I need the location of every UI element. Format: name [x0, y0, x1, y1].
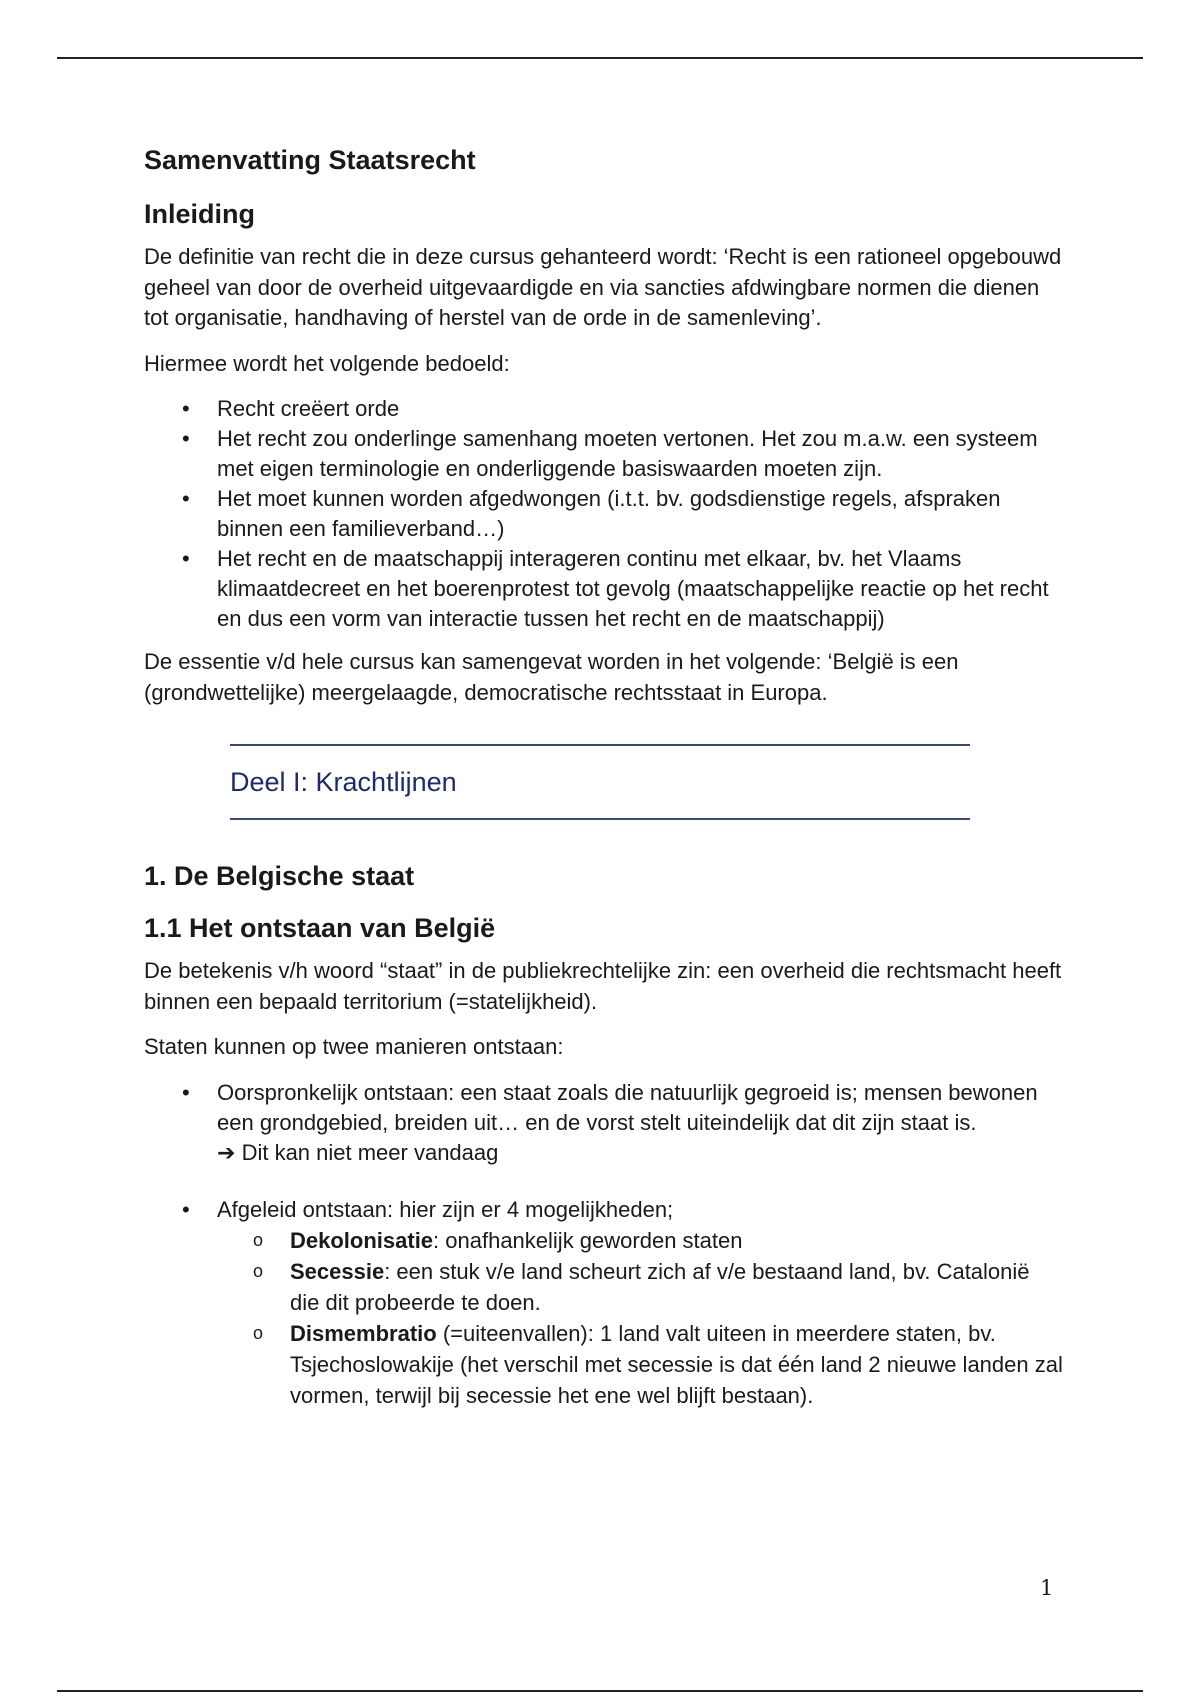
circle-bullet-icon: o [253, 1260, 264, 1281]
list-item [144, 484, 1064, 544]
list-item-text: Het recht zou onderlinge samenhang moeten vertonen. Het zou m.a.w. een systeem met eigen terminologie en onderliggende basiswaarden moeten zijn. [217, 426, 1038, 481]
heading-inleiding: Inleiding [144, 199, 255, 229]
list-item-text: Recht creëert orde [217, 396, 400, 421]
subsection-heading: 1.1 Het ontstaan van België [144, 913, 496, 943]
section-heading: 1. De Belgische staat [144, 861, 415, 891]
bullet-icon: • [182, 396, 190, 421]
document-body [144, 140, 1064, 1424]
list-item [144, 394, 1064, 424]
arrow-note-text: Dit kan niet meer vandaag [241, 1139, 499, 1165]
bullet-icon: • [182, 546, 190, 571]
sub-item-term: Secessie [290, 1258, 385, 1284]
sub-item-term: Dekolonisatie [290, 1227, 434, 1253]
bullet-icon: • [182, 1196, 190, 1222]
list-item [144, 424, 1064, 484]
list-item-text: Het moet kunnen worden afgedwongen (i.t.t. bv. godsdienstige regels, afspraken binnen een familieverband…) [217, 486, 1001, 541]
list-item-text: Het recht en de maatschappij interageren continu met elkaar, bv. het Vlaams klimaatdecreet en het boerenprotest tot gevolg (maatschappelijke reactie op het recht en dus een vorm van interactie tussen het recht en de maatschappij) [217, 546, 1049, 631]
part-title: Deel I: Krachtlijnen [230, 767, 457, 797]
intro-paragraph-meaning: Hiermee wordt het volgende bedoeld: [144, 350, 510, 376]
sub-bullet-list [217, 1225, 1064, 1411]
sub-list-item [217, 1256, 1064, 1318]
sub-item-text: (=uiteenvallen): 1 land valt uiteen in meerdere staten, bv. Tsjechoslowakije (het verschil met secessie is dat één land 2 nieuwe landen zal vormen, terwijl bij secessie het ene wel blijft bestaan). [290, 1320, 1063, 1408]
list-item [144, 544, 1064, 634]
sub-list-item [217, 1318, 1064, 1411]
circle-bullet-icon: o [253, 1229, 264, 1250]
footer-rule [57, 1690, 1143, 1692]
list-item [144, 1195, 1064, 1411]
intro-bullet-list [144, 394, 1064, 634]
sub-item-term: Dismembratio [290, 1320, 437, 1346]
intro-paragraph-essence: De essentie v/d hele cursus kan samengevat worden in het volgende: ‘België is een (grondwettelijke) meergelaagde, democratische rechtsstaat in Europa. [144, 649, 959, 705]
part-title-box [230, 744, 970, 820]
sub-item-text: : een stuk v/e land scheurt zich af v/e bestaand land, bv. Catalonië die dit probeerde te doen. [290, 1258, 1030, 1315]
document-title: Samenvatting Staatsrecht [144, 145, 476, 175]
staat-paragraph-origins: Staten kunnen op twee manieren ontstaan: [144, 1034, 564, 1059]
header-rule [57, 57, 1143, 59]
list-item-text: Oorspronkelijk ontstaan: een staat zoals die natuurlijk gegroeid is; mensen bewonen een grondgebied, breiden uit… en de vorst stelt uiteindelijk dat dit zijn staat is. [217, 1079, 1038, 1135]
staat-paragraph-definition: De betekenis v/h woord “staat” in de publiekrechtelijke zin: een overheid die rechtsmacht heeft binnen een bepaald territorium (=statelijkheid). [144, 958, 1062, 1014]
page-number: 1 [1040, 1576, 1054, 1600]
circle-bullet-icon: o [253, 1322, 264, 1343]
arrow-note [217, 1138, 1064, 1168]
sub-list-item [217, 1225, 1064, 1256]
list-item [144, 1078, 1064, 1168]
bullet-icon: • [182, 1079, 190, 1105]
sub-item-text: : onafhankelijk geworden staten [433, 1227, 743, 1253]
origin-bullet-list [144, 1078, 1064, 1411]
bullet-icon: • [182, 426, 190, 451]
bullet-icon: • [182, 486, 190, 511]
list-item-text: Afgeleid ontstaan: hier zijn er 4 mogelijkheden; [217, 1196, 674, 1222]
intro-paragraph-definition: De definitie van recht die in deze cursus gehanteerd wordt: ‘Recht is een rationeel opgebouwd geheel van door de overheid uitgevaardigde en via sancties afdwingbare normen die dienen tot organisatie, handhaving of herstel van de orde in de samenleving’. [144, 244, 1062, 330]
arrow-right-icon: ➔ [217, 1139, 236, 1165]
